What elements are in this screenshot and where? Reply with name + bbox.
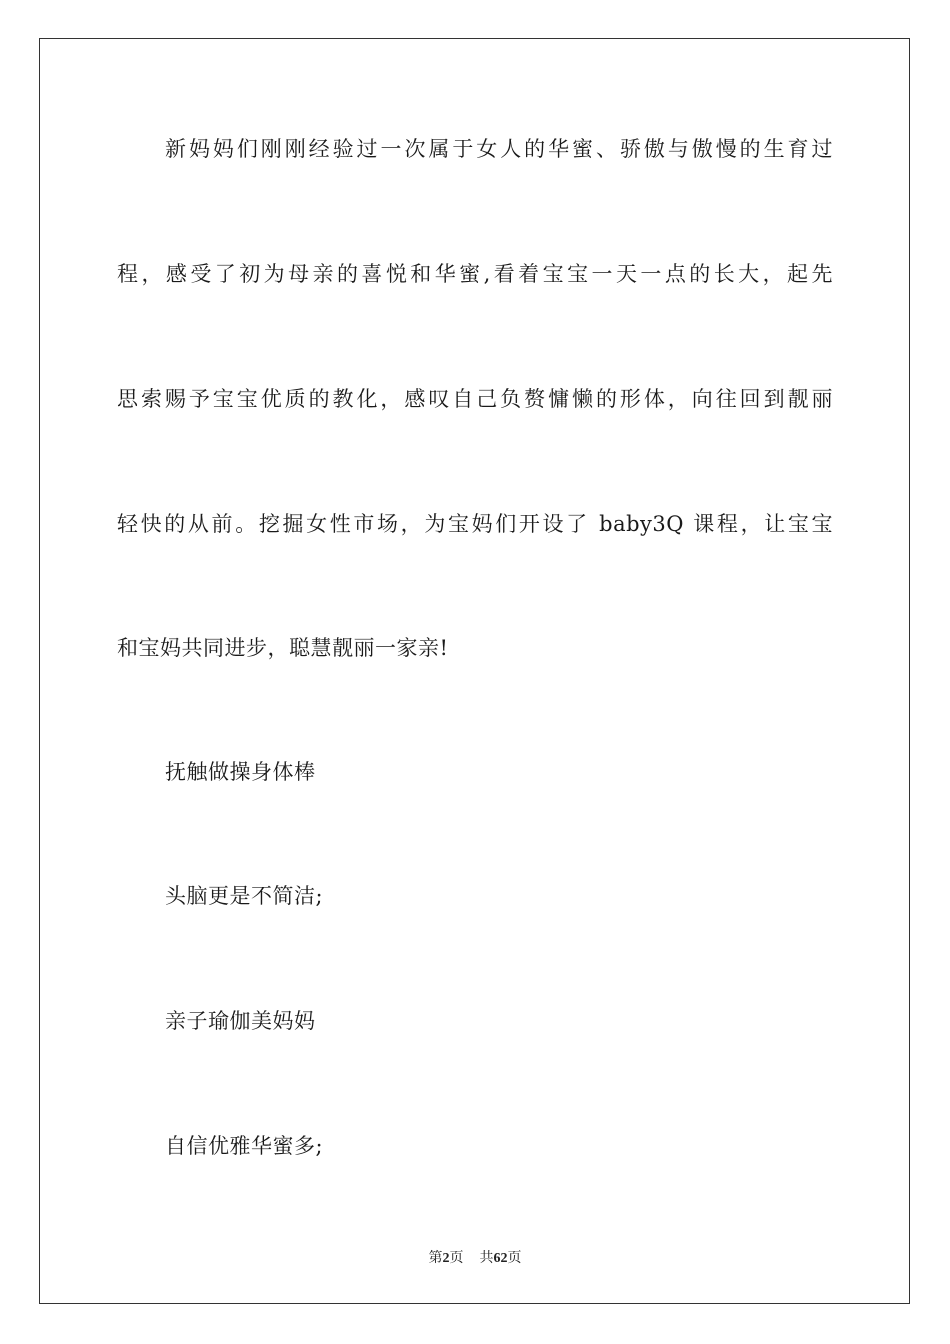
footer-page-number: 2 xyxy=(442,1251,450,1266)
paragraph-line-1: 新妈妈们刚刚经验过一次属于女人的华蜜、骄傲与傲慢的生育过 xyxy=(165,137,833,161)
footer-page-suffix: 页 xyxy=(449,1251,464,1266)
paragraph-line-4: 轻快的从前。挖掘女性市场，为宝妈们开设了 baby3Q 课程，让宝宝 xyxy=(117,512,833,536)
page-frame xyxy=(39,38,910,1304)
footer-total-prefix: 共 xyxy=(479,1251,494,1266)
verse-line-1: 抚触做操身体棒 xyxy=(165,760,316,784)
paragraph-line-2: 程，感受了初为母亲的喜悦和华蜜,看着宝宝一天一点的长大，起先 xyxy=(117,262,833,286)
verse-line-3: 亲子瑜伽美妈妈 xyxy=(165,1009,316,1033)
footer-total-suffix: 页 xyxy=(507,1251,522,1266)
footer-page-prefix: 第 xyxy=(428,1251,443,1266)
page-footer xyxy=(0,1247,950,1267)
paragraph-line-3: 思索赐予宝宝优质的教化，感叹自己负赘慵懒的形体，向往回到靓丽 xyxy=(117,387,833,411)
footer-total-pages: 62 xyxy=(493,1251,508,1266)
verse-line-2: 头脑更是不简洁; xyxy=(165,884,324,908)
verse-line-4: 自信优雅华蜜多; xyxy=(165,1134,324,1158)
paragraph-line-5: 和宝妈共同进步，聪慧靓丽一家亲! xyxy=(117,636,449,660)
